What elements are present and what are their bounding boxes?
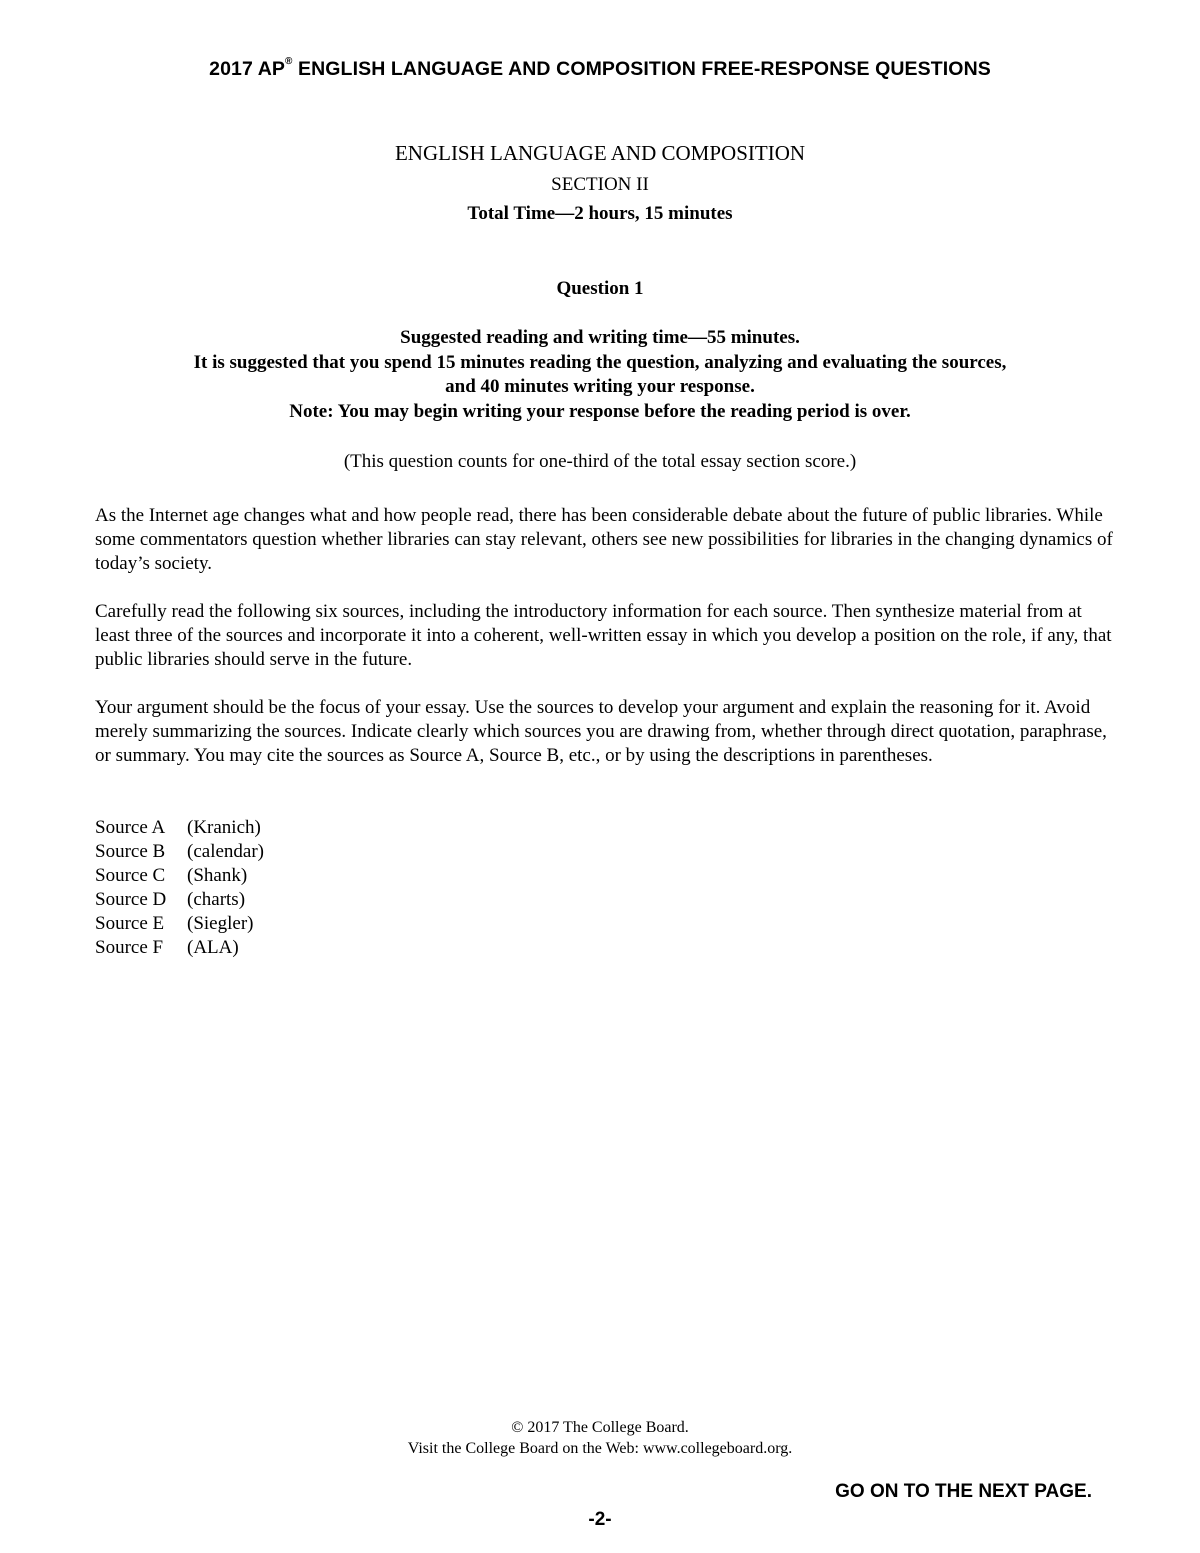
source-desc: (Kranich) xyxy=(187,817,261,838)
page-number: -2- xyxy=(588,1509,612,1530)
source-label: Source A xyxy=(95,817,166,838)
argument-paragraph: Your argument should be the focus of your essay. Use the sources to develop your argument and explain the reasoning for it. Avoid merely summarizing the sources. Indicate clearly which sources you are drawing from, whether through direct quotation, paraphrase, or summary. You may cite the sources as Source A, Source B, etc., or by using the descriptions in parentheses. xyxy=(95,697,1107,766)
instruction-line: Note: You may begin writing your response before the reading period is over. xyxy=(289,400,911,422)
instruction-line: It is suggested that you spend 15 minutes reading the question, analyzing and evaluating the sources, xyxy=(193,351,1007,373)
document-title: ENGLISH LANGUAGE AND COMPOSITION xyxy=(394,141,806,165)
source-label: Source D xyxy=(95,889,167,910)
source-desc: (charts) xyxy=(187,889,246,910)
visit-line: Visit the College Board on the Web: www.collegeboard.org. xyxy=(407,1440,793,1457)
source-label: Source B xyxy=(95,841,166,862)
instruction-line: and 40 minutes writing your response. xyxy=(445,376,755,397)
source-label: Source F xyxy=(95,937,164,958)
source-list xyxy=(95,816,264,960)
source-item xyxy=(95,816,264,840)
copyright-line: © 2017 The College Board. xyxy=(511,1419,689,1436)
header-suffix: ENGLISH LANGUAGE AND COMPOSITION FREE-RESPONSE QUESTIONS xyxy=(292,58,991,80)
source-label: Source C xyxy=(95,865,166,886)
source-desc: (Shank) xyxy=(187,865,248,886)
source-desc: (ALA) xyxy=(187,937,239,958)
source-item xyxy=(95,912,264,936)
source-desc: (calendar) xyxy=(187,841,264,862)
section-heading: SECTION II xyxy=(551,174,649,195)
instructions-block xyxy=(0,326,1200,424)
source-item xyxy=(95,888,264,912)
source-item xyxy=(95,840,264,864)
footer-copyright xyxy=(0,1417,1200,1459)
instruction-line: Suggested reading and writing time—55 minutes. xyxy=(400,327,800,348)
task-paragraph: Carefully read the following six sources, including the introductory information for each source. Then synthesize material from at least three of the sources and incorporate it into a coherent, well-written essay in which you develop a position on the role, if any, that public libraries should serve in the future. xyxy=(95,601,1112,670)
source-label: Source E xyxy=(95,913,165,934)
page-header xyxy=(0,58,1200,81)
intro-paragraph: As the Internet age changes what and how people read, there has been considerable debate about the future of public libraries. While some commentators question whether libraries can stay relevant, others see new possibilities for libraries in the changing dynamics of today’s society. xyxy=(95,505,1113,574)
source-item xyxy=(95,864,264,888)
source-desc: (Siegler) xyxy=(187,913,254,934)
go-on-notice: GO ON TO THE NEXT PAGE. xyxy=(835,1481,1092,1502)
total-time: Total Time—2 hours, 15 minutes xyxy=(467,203,733,224)
registered-mark: ® xyxy=(285,56,293,67)
score-note: (This question counts for one-third of the total essay section score.) xyxy=(343,451,857,472)
source-item xyxy=(95,936,264,960)
header-prefix: 2017 AP xyxy=(209,58,286,80)
question-heading: Question 1 xyxy=(556,278,644,299)
